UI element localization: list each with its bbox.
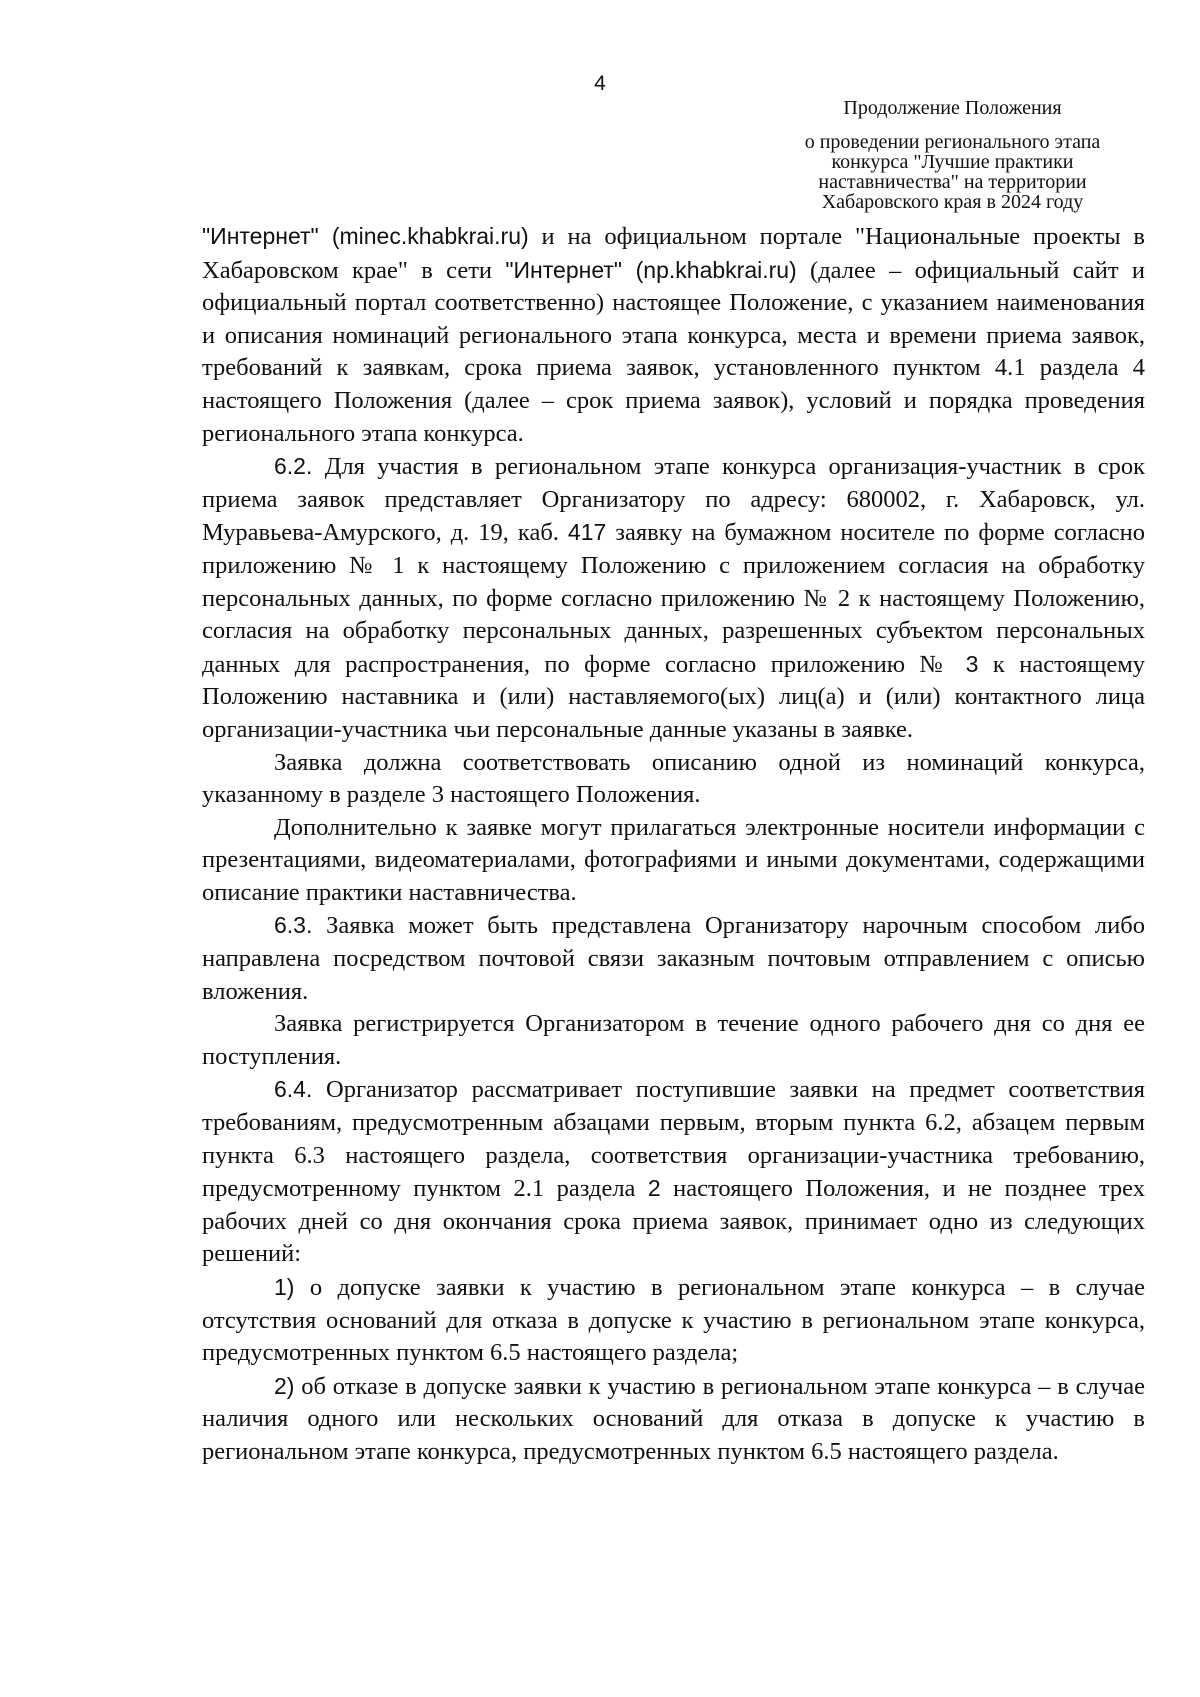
page-number: 4 [594,72,606,95]
body-paragraph [202,1370,1145,1469]
paragraph-text: и на официальном портале "Национальные проекты в Хабаровском крае" в сети [202,223,1145,284]
body-paragraph [202,1073,1145,1271]
document-header [760,96,1145,212]
body-paragraph [202,450,1145,746]
paragraph-text: (далее – официальный сайт и официальный портал соответственно) настоящее Положение, с указанием наименования и описания номинаций регионального этапа конкурса, места и времени приема заявок, требований к заявкам, срока приема заявок, установленного пунктом 4.1 раздела 4 настоящего Положения (далее – срок приема заявок), условий и порядка проведения регионального этапа конкурса. [202,256,1145,447]
body-paragraph [202,747,1145,812]
paragraph-text: Заявка регистрируется Организатором в течение одного рабочего дня со дня ее поступления. [202,1010,1145,1070]
paragraph-text: 3 [965,650,979,677]
body-paragraph [202,1271,1145,1370]
paragraph-text: 2 [647,1175,661,1202]
header-title: Продолжение Положения [843,97,1062,119]
header-line: Хабаровского края в 2024 году [821,191,1084,213]
paragraph-text: об отказе в допуске заявки к участию в региональном этапе конкурса – в случае наличия одного или нескольких оснований для отказа в допуске к участию в региональном этапе конкурса, предусмотренных пунктом 6.5 настоящего раздела. [202,1372,1145,1465]
paragraph-text: настоящего Положения, и не позднее трех рабочих дней со дня окончания срока приема заявок, принимает одно из следующих решений: [202,1175,1145,1268]
paragraph-text: Дополнительно к заявке могут прилагаться электронные носители информации с презентациями, видеоматериалами, фотографиями и иными документами, содержащими описание практики наставничества. [202,813,1145,906]
paragraph-text: Заявка может быть представлена Организатору нарочным способом либо направлена посредством почтовой связи заказным почтовым отправлением с описью вложения. [202,912,1145,1005]
paragraph-text: "Интернет" (np.khabkrai.ru) [505,256,797,283]
body-paragraph [202,220,1145,450]
body-paragraph [202,909,1145,1008]
header-line: о проведении регионального этапа [804,131,1101,153]
paragraph-text: "Интернет" (minec.khabkrai.ru) [202,223,529,249]
paragraph-text: 6.4. [274,1076,313,1103]
document-body [202,220,1145,1469]
paragraph-text: Организатор рассматривает поступившие заявки на предмет соответствия требованиям, предусмотренным абзацами первым, вторым пункта 6.2, абзацем первым пункта 6.3 настоящего раздела, соответствия организации-участника требованию, предусмотренному пунктом 2.1 раздела [202,1076,1145,1203]
paragraph-text: 417 [567,519,607,546]
paragraph-text: к настоящему Положению наставника и (или) наставляемого(ых) лиц(а) и (или) контактного лица организации-участника чьи персональные данные указаны в заявке. [202,650,1145,743]
header-line: конкурса "Лучшие практики [831,151,1074,173]
paragraph-text: о допуске заявки к участию в региональном этапе конкурса – в случае отсутствия оснований для отказа в допуске к участию в региональном этапе конкурса, предусмотренных пунктом 6.5 настоящего раздела; [202,1274,1145,1367]
paragraph-text: 6.3. [274,912,313,939]
paragraph-text: 2) [274,1372,295,1399]
paragraph-text: 6.2. [274,453,313,480]
paragraph-text: заявку на бумажном носителе по форме согласно приложению № 1 к настоящему Положению с приложением согласия на обработку персональных данных, по форме согласно приложению № 2 к настоящему Положению, согласия на обработку персональных данных, разрешенных субъектом персональных данных для распространения, по форме согласно приложению № [202,519,1146,678]
paragraph-text: 1) [274,1274,295,1300]
paragraph-text: Заявка должна соответствовать описанию одной из номинаций конкурса, указанному в разделе 3 настоящего Положения. [202,748,1145,809]
paragraph-text: Для участия в региональном этапе конкурса организация-участник в срок приема заявок представляет Организатору по адресу: 680002, г. Хабаровск, ул. Муравьева-Амурского, д. 19, каб. [202,453,1145,547]
body-paragraph [202,1008,1145,1073]
header-line: наставничества" на территории [818,171,1087,193]
body-paragraph [202,812,1145,910]
